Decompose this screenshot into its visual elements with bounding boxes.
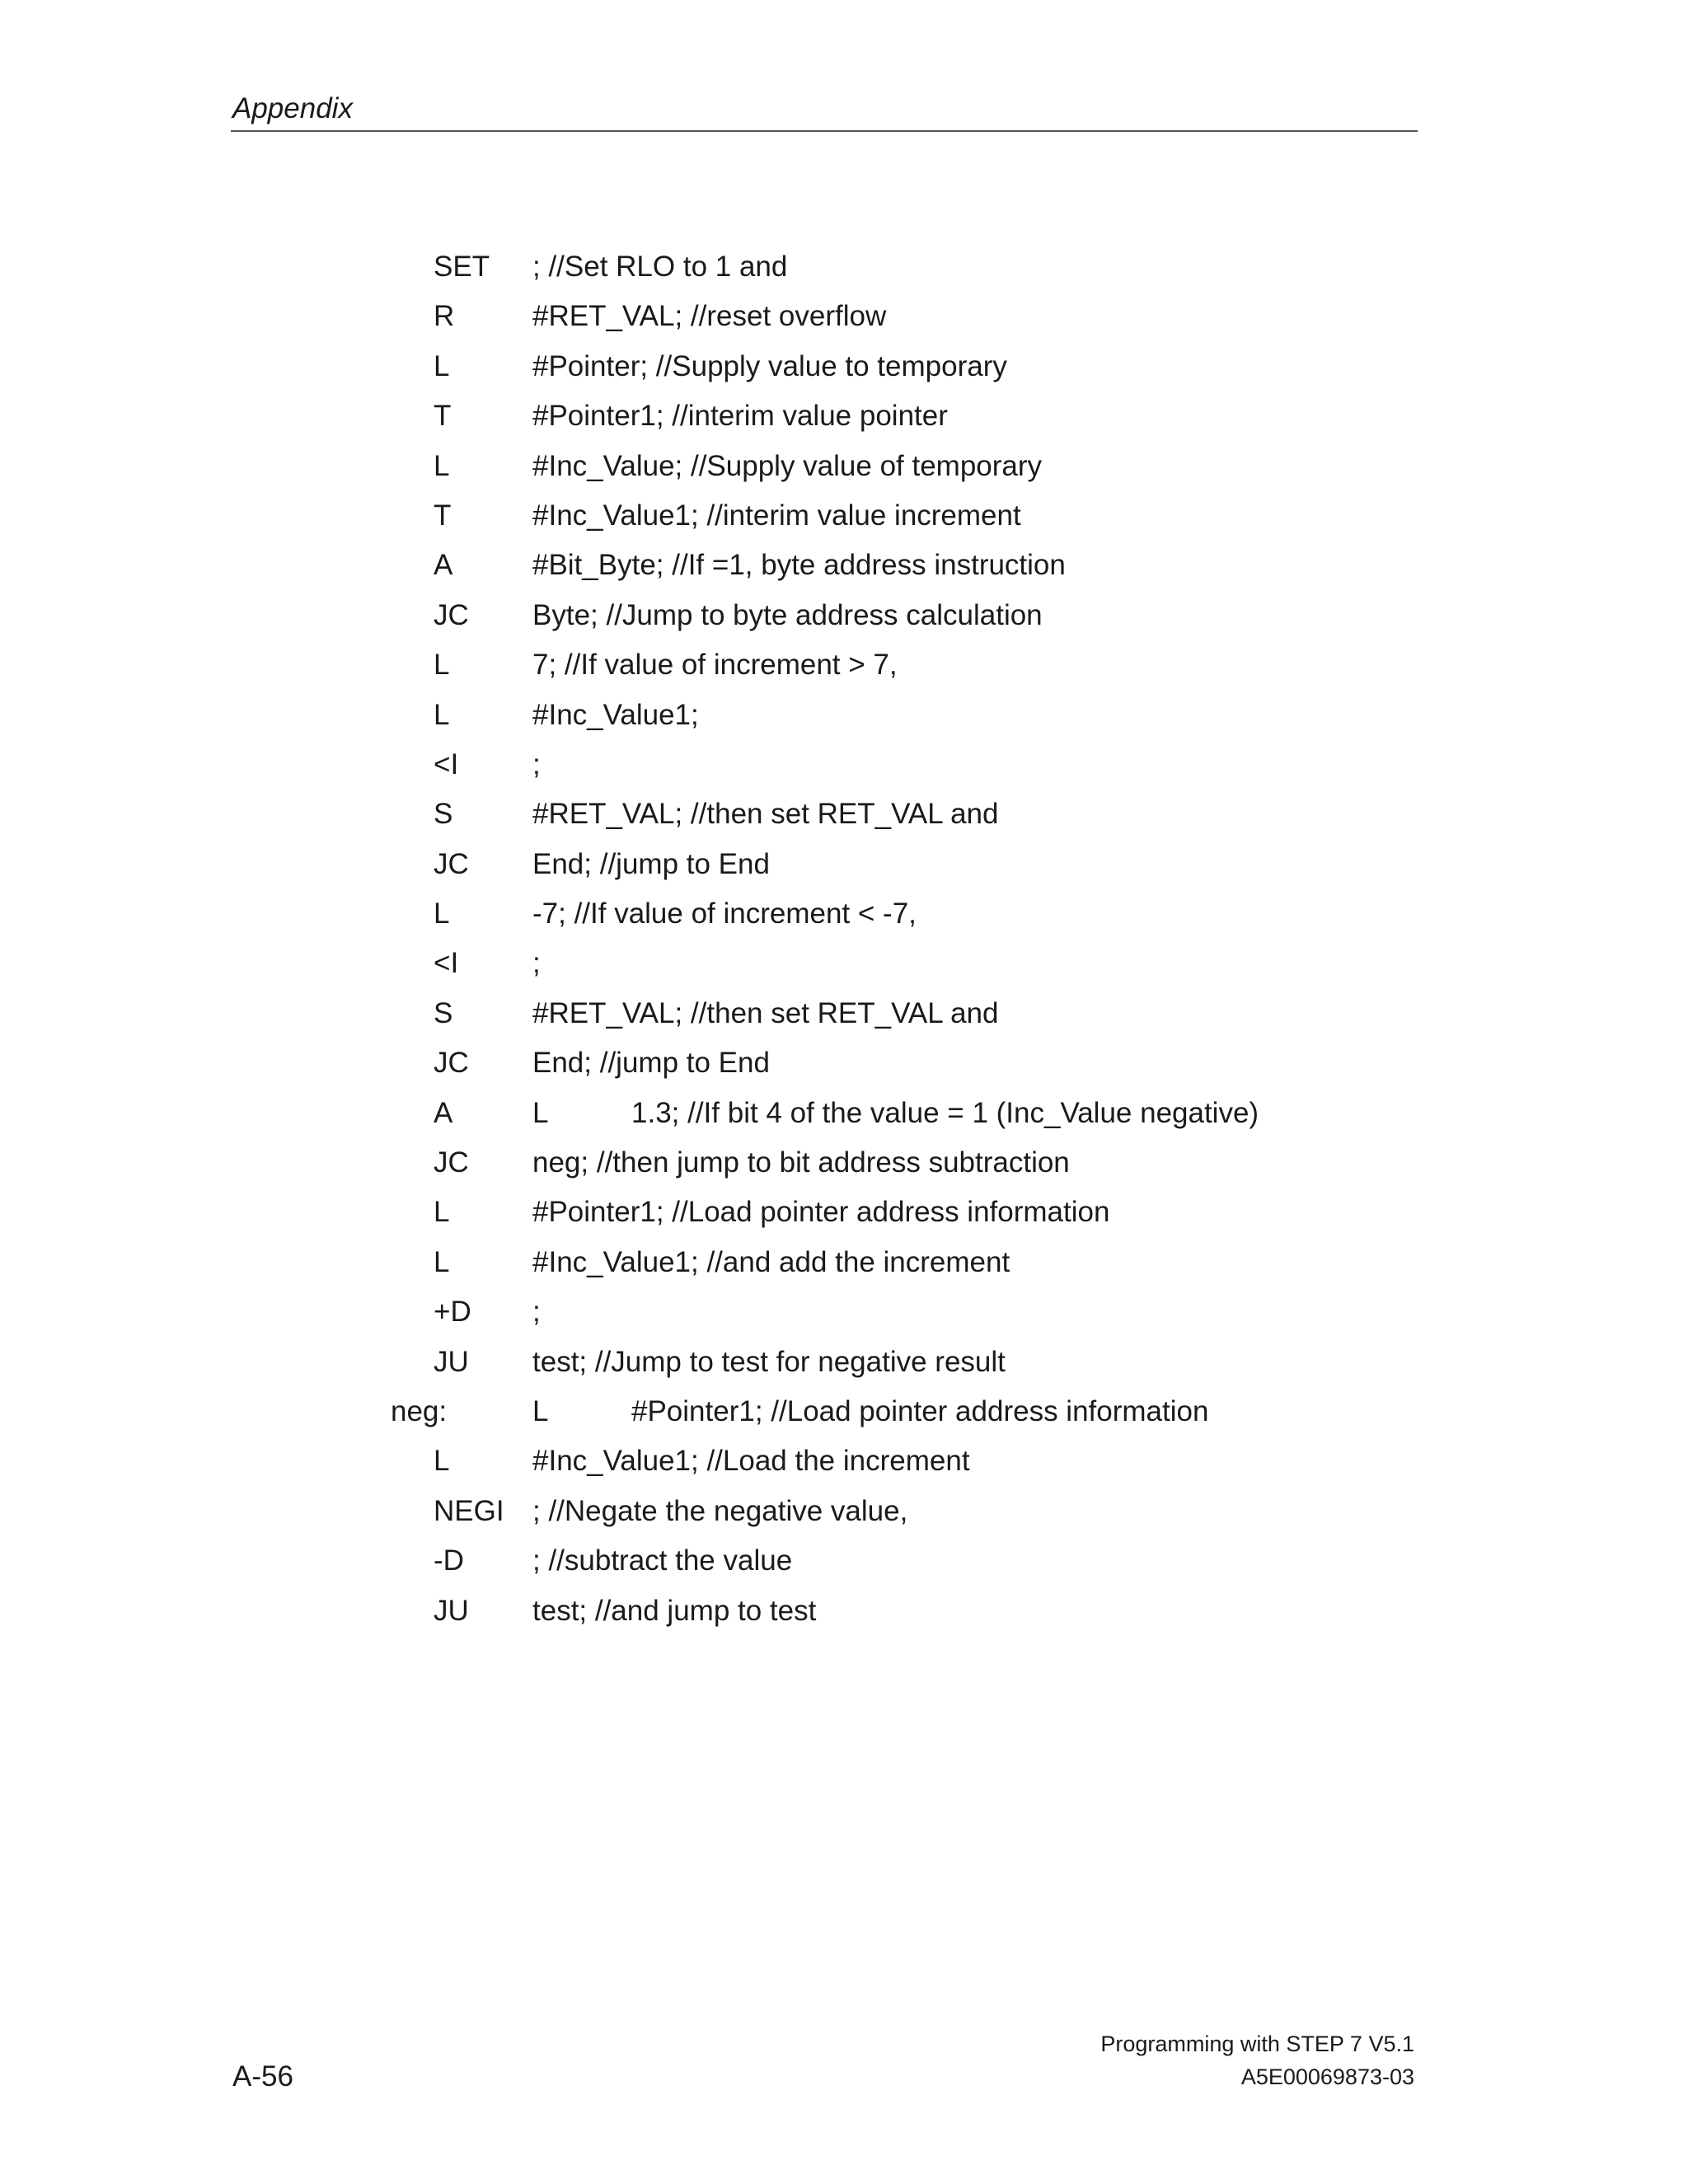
code-line [0, 792, 1688, 841]
code-operand: Byte; //Jump to byte address calculation [532, 598, 1043, 631]
code-instruction: -D [434, 1544, 464, 1577]
code-line [0, 693, 1688, 743]
code-instruction: S [434, 996, 453, 1029]
code-line [0, 1240, 1688, 1290]
code-operand: ; //Set RLO to 1 and [532, 251, 788, 283]
code-instruction: JU [434, 1594, 469, 1627]
code-operand: End; //jump to End [532, 1047, 770, 1080]
code-instruction: JC [434, 847, 469, 880]
code-instruction: <I [434, 748, 459, 780]
code-line [0, 1439, 1688, 1488]
code-label: neg: [391, 1394, 448, 1427]
page-header-title: Appendix [232, 92, 353, 124]
code-operand: #Inc_Value1; //interim value increment [532, 499, 1021, 532]
code-line [0, 892, 1688, 941]
code-instruction: +D [434, 1296, 471, 1329]
code-instruction: L [434, 1245, 450, 1278]
code-line [0, 1290, 1688, 1339]
code-instruction: SET [434, 251, 490, 283]
code-operand: L [532, 1394, 549, 1427]
code-operand: 7; //If value of increment > 7, [532, 649, 898, 682]
code-line [0, 1390, 1688, 1439]
code-line [0, 1489, 1688, 1539]
header-divider [231, 130, 1418, 132]
code-instruction: R [434, 300, 455, 333]
code-instruction: L [434, 649, 450, 682]
code-operand-continued: 1.3; //If bit 4 of the value = 1 (Inc_Value negative) [631, 1096, 1259, 1129]
code-instruction: JC [434, 598, 469, 631]
code-instruction: L [434, 1445, 450, 1478]
code-instruction: L [434, 898, 450, 930]
code-operand: End; //jump to End [532, 847, 770, 880]
code-operand: ; //subtract the value [532, 1544, 793, 1577]
code-listing [0, 245, 1688, 1638]
code-line [0, 1589, 1688, 1638]
code-operand: #Bit_Byte; //If =1, byte address instruction [532, 549, 1066, 582]
code-line [0, 1091, 1688, 1141]
code-instruction: L [434, 349, 450, 382]
code-instruction: A [434, 1096, 453, 1129]
code-operand: #Inc_Value1; //Load the increment [532, 1445, 970, 1478]
code-operand: #Inc_Value; //Supply value of temporary [532, 449, 1043, 482]
code-operand: #Inc_Value1; //and add the increment [532, 1245, 1010, 1278]
code-instruction: S [434, 798, 453, 831]
code-operand: #RET_VAL; //then set RET_VAL and [532, 996, 999, 1029]
code-line [0, 842, 1688, 892]
code-operand: #Inc_Value1; [532, 698, 699, 731]
code-operand: ; //Negate the negative value, [532, 1494, 908, 1527]
code-line [0, 494, 1688, 543]
code-instruction: L [434, 449, 450, 482]
code-operand: ; [532, 1296, 541, 1329]
code-instruction: NEGI [434, 1494, 504, 1527]
code-operand: #RET_VAL; //then set RET_VAL and [532, 798, 999, 831]
code-instruction: JU [434, 1345, 469, 1378]
code-line [0, 294, 1688, 344]
code-line [0, 643, 1688, 692]
code-operand: #Pointer1; //interim value pointer [532, 400, 948, 433]
code-instruction: L [434, 1196, 450, 1229]
code-line [0, 344, 1688, 394]
code-instruction: T [434, 400, 452, 433]
page-number: A-56 [232, 2060, 293, 2093]
code-line [0, 1340, 1688, 1390]
code-operand: #Pointer; //Supply value to temporary [532, 349, 1007, 382]
code-line [0, 743, 1688, 792]
code-line [0, 941, 1688, 991]
code-line [0, 245, 1688, 294]
footer-info [1100, 2027, 1414, 2093]
code-operand: test; //and jump to test [532, 1594, 817, 1627]
code-operand: test; //Jump to test for negative result [532, 1345, 1006, 1378]
code-line [0, 593, 1688, 643]
code-instruction: JC [434, 1146, 469, 1179]
book-title: Programming with STEP 7 V5.1 [1100, 2032, 1414, 2056]
code-line [0, 1041, 1688, 1090]
code-line [0, 991, 1688, 1041]
code-line [0, 394, 1688, 443]
code-line [0, 543, 1688, 593]
code-instruction: A [434, 549, 453, 582]
code-operand: -7; //If value of increment < -7, [532, 898, 917, 930]
code-instruction: <I [434, 947, 459, 980]
code-operand: ; [532, 748, 541, 780]
code-operand: L [532, 1096, 549, 1129]
code-operand: #Pointer1; //Load pointer address information [532, 1196, 1110, 1229]
code-line [0, 1190, 1688, 1240]
code-operand: #RET_VAL; //reset overflow [532, 300, 887, 333]
code-line [0, 1141, 1688, 1190]
code-line [0, 1539, 1688, 1588]
code-operand: ; [532, 947, 541, 980]
code-operand-continued: #Pointer1; //Load pointer address information [631, 1394, 1209, 1427]
code-instruction: T [434, 499, 452, 532]
document-number: A5E00069873-03 [1240, 2064, 1414, 2089]
code-instruction: L [434, 698, 450, 731]
code-line [0, 444, 1688, 494]
code-instruction: JC [434, 1047, 469, 1080]
code-operand: neg; //then jump to bit address subtraction [532, 1146, 1070, 1179]
